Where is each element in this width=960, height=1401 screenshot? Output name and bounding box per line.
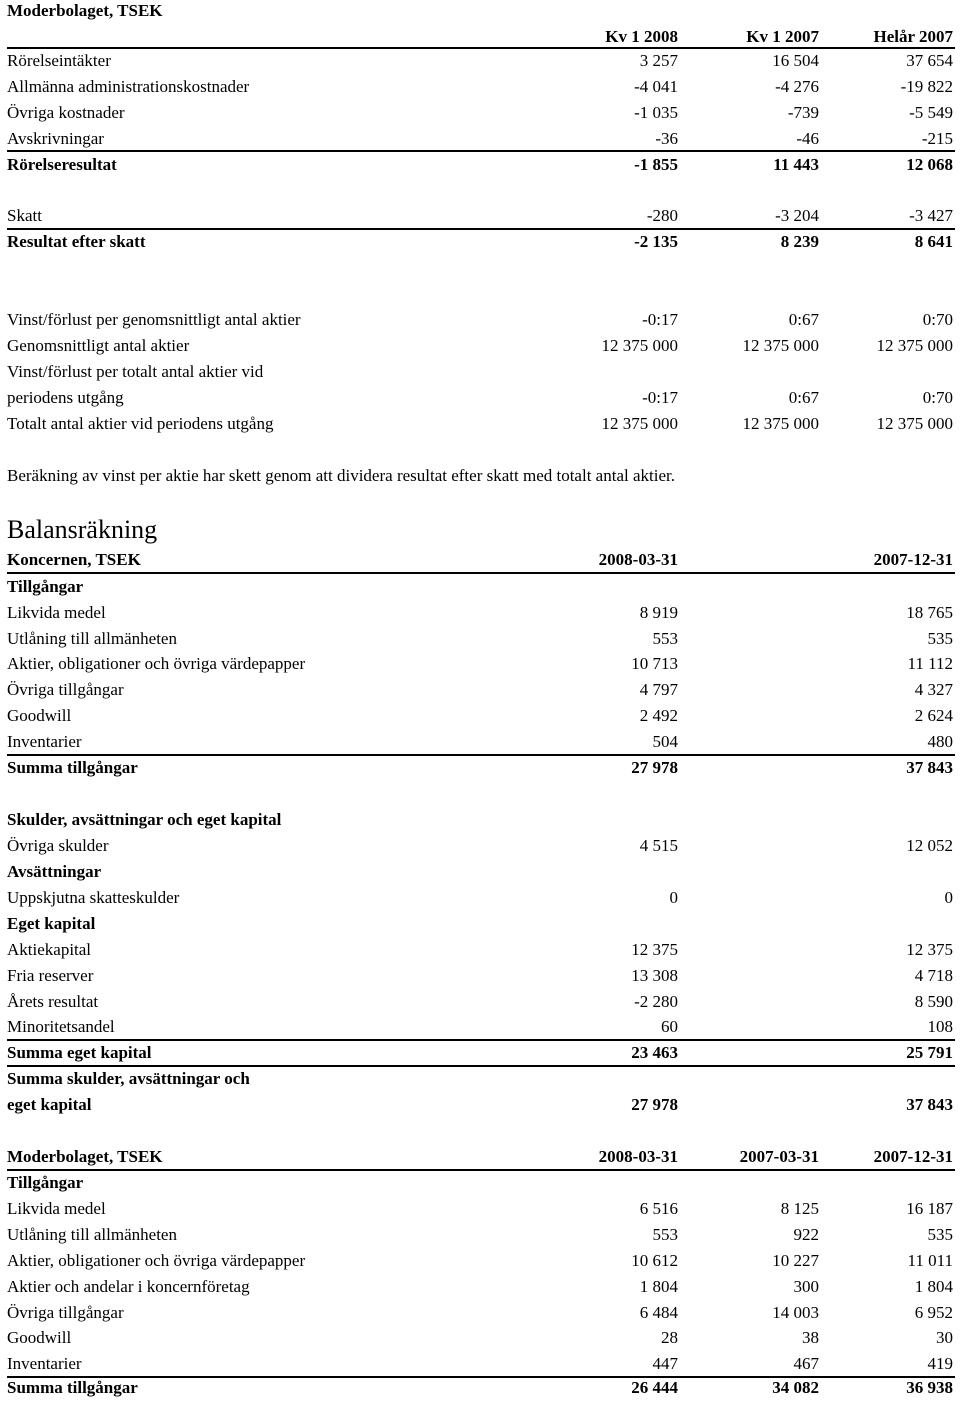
row-label: Inventarier (7, 1354, 82, 1373)
table-row (7, 74, 953, 100)
table-row (7, 626, 953, 652)
row-label: Likvida medel (7, 1199, 106, 1218)
cell: 4 718 (914, 966, 953, 985)
section-heading: Balansräkning (7, 515, 158, 544)
cell: 13 308 (631, 966, 678, 985)
row-label: Totalt antal aktier vid periodens utgång (7, 414, 274, 433)
row-label: Genomsnittligt antal aktier (7, 336, 190, 355)
row-label: Vinst/förlust per genomsnittligt antal aktier (7, 310, 301, 329)
cell: 1 804 (914, 1277, 953, 1296)
row-label: Avskrivningar (7, 129, 104, 148)
row-label: Tillgångar (7, 1173, 84, 1192)
cell: 108 (927, 1017, 953, 1036)
cell: 0:70 (922, 388, 953, 407)
row-label: Rörelseresultat (7, 155, 117, 174)
cell: 34 082 (772, 1378, 819, 1397)
cell: 16 504 (772, 51, 819, 70)
cell: 36 938 (906, 1378, 953, 1397)
table-row (7, 651, 953, 677)
row-label: Aktier, obligationer och övriga värdepapper (7, 1251, 306, 1270)
row-label: Inventarier (7, 732, 82, 751)
row-label: Goodwill (7, 706, 72, 725)
cell: 0 (944, 888, 953, 907)
cell: 2 624 (914, 706, 953, 725)
cell: -19 822 (900, 77, 953, 96)
table-row (7, 937, 953, 963)
cell: 8 125 (780, 1199, 819, 1218)
cell: 8 590 (914, 992, 953, 1011)
cell: -46 (796, 129, 819, 148)
cell: 12 375 000 (876, 414, 953, 433)
cell: 2 492 (639, 706, 678, 725)
table-row (7, 48, 953, 74)
income-title: Moderbolaget, TSEK (7, 1, 163, 20)
cell: 10 713 (631, 654, 678, 673)
row-label: Summa eget kapital (7, 1043, 152, 1062)
row-label: Uppskjutna skatteskulder (7, 888, 180, 907)
cell: 0:70 (922, 310, 953, 329)
table-row-total (7, 1092, 953, 1118)
cell: -280 (646, 206, 678, 225)
cell: -4 276 (775, 77, 819, 96)
cell: 6 952 (914, 1303, 953, 1322)
col-header: 2007-12-31 (873, 1147, 953, 1166)
cell: 419 (927, 1354, 953, 1373)
cell: 300 (793, 1277, 819, 1296)
cell: 11 112 (907, 654, 953, 673)
row-label: Aktier, obligationer och övriga värdepapper (7, 654, 306, 673)
row-label: Rörelseintäkter (7, 51, 111, 70)
cell: 12 375 000 (742, 414, 819, 433)
row-label: Eget kapital (7, 914, 96, 933)
cell: 0:67 (788, 310, 819, 329)
cell: 12 375 000 (742, 336, 819, 355)
cell: 37 843 (906, 1095, 953, 1114)
table-row (7, 203, 953, 229)
cell: 467 (793, 1354, 819, 1373)
cell: 12 052 (906, 836, 953, 855)
table-row (7, 703, 953, 729)
table-row (7, 885, 953, 911)
cell: 4 327 (914, 680, 953, 699)
col-header: 2007-03-31 (739, 1147, 819, 1166)
cell: 12 375 000 (601, 414, 678, 433)
table-row-total (7, 1376, 953, 1400)
row-label: Vinst/förlust per totalt antal aktier vid (7, 362, 264, 381)
cell: 11 443 (773, 155, 819, 174)
table-row (7, 963, 953, 989)
cell: 12 375 (631, 940, 678, 959)
table-row-total (7, 1040, 953, 1066)
col-header: 2008-03-31 (598, 1147, 678, 1166)
row-label: Minoritetsandel (7, 1017, 115, 1036)
cell: -2 135 (634, 232, 678, 251)
row-label: Summa tillgångar (7, 1378, 138, 1397)
cell: 447 (652, 1354, 678, 1373)
cell: 8 239 (780, 232, 819, 251)
table-row (7, 1222, 953, 1248)
cell: 27 978 (631, 758, 678, 777)
table-title: Moderbolaget, TSEK (7, 1147, 163, 1166)
table-row-total (7, 1066, 953, 1092)
cell: -3 427 (909, 206, 953, 225)
row-label: Likvida medel (7, 603, 106, 622)
cell: 18 765 (906, 603, 953, 622)
table-row (7, 307, 953, 333)
row-label: Övriga skulder (7, 836, 109, 855)
cell: 10 227 (772, 1251, 819, 1270)
row-label: Aktier och andelar i koncernföretag (7, 1277, 250, 1296)
row-label: Goodwill (7, 1328, 72, 1347)
cell: 504 (652, 732, 678, 751)
table-row (7, 1248, 953, 1274)
table-row (7, 333, 953, 359)
cell: 3 257 (639, 51, 678, 70)
table-row (7, 411, 953, 437)
row-label: Skatt (7, 206, 42, 225)
cell: 553 (652, 1225, 678, 1244)
cell: -215 (921, 129, 953, 148)
cell: 4 515 (639, 836, 678, 855)
cell: 11 011 (907, 1251, 953, 1270)
table-row (7, 1014, 953, 1040)
table-row (7, 600, 953, 626)
row-label: Fria reserver (7, 966, 94, 985)
cell: -4 041 (634, 77, 678, 96)
cell: 8 919 (639, 603, 678, 622)
cell: 25 791 (906, 1043, 953, 1062)
cell: 12 068 (906, 155, 953, 174)
cell: -3 204 (775, 206, 819, 225)
cell: 535 (927, 1225, 953, 1244)
table-row (7, 1300, 953, 1326)
cell: -1 855 (634, 155, 678, 174)
row-label: Summa skulder, avsättningar och (7, 1069, 250, 1088)
table-row (7, 385, 953, 411)
table-row (7, 1351, 953, 1377)
cell: -1 035 (634, 103, 678, 122)
table-row (7, 1196, 953, 1222)
cell: 6 484 (639, 1303, 678, 1322)
row-label: Övriga kostnader (7, 103, 125, 122)
cell: 12 375 000 (876, 336, 953, 355)
cell: 28 (661, 1328, 678, 1347)
eps-note: Beräkning av vinst per aktie har skett genom att dividera resultat efter skatt med totalt antal aktier. (7, 466, 675, 485)
parent-header-row (7, 1144, 953, 1170)
section-label-row (7, 807, 953, 833)
table-row (7, 677, 953, 703)
table-row (7, 1325, 953, 1351)
cell: 0 (669, 888, 678, 907)
cell: 0:67 (788, 388, 819, 407)
table-row-total (7, 152, 953, 178)
section-label-row (7, 911, 953, 937)
col-header: Helår 2007 (873, 27, 953, 46)
table-row (7, 100, 953, 126)
cell: 27 978 (631, 1095, 678, 1114)
cell: 1 804 (639, 1277, 678, 1296)
cell: 26 444 (631, 1378, 678, 1397)
section-label-row (7, 574, 953, 600)
row-label: eget kapital (7, 1095, 92, 1114)
group-header-row (7, 547, 953, 573)
cell: 8 641 (914, 232, 953, 251)
cell: -2 280 (634, 992, 678, 1011)
row-label: Avsättningar (7, 862, 102, 881)
table-row (7, 126, 953, 152)
row-label: Utlåning till allmänheten (7, 1225, 177, 1244)
cell: -739 (787, 103, 819, 122)
cell: 37 843 (906, 758, 953, 777)
table-title: Koncernen, TSEK (7, 550, 141, 569)
table-row-total (7, 755, 953, 781)
table-row (7, 833, 953, 859)
cell: 10 612 (631, 1251, 678, 1270)
table-row (7, 1274, 953, 1300)
table-row (7, 989, 953, 1015)
cell: 4 797 (639, 680, 678, 699)
row-label: periodens utgång (7, 388, 124, 407)
cell: 12 375 000 (601, 336, 678, 355)
cell: -0:17 (642, 310, 678, 329)
cell: -36 (655, 129, 678, 148)
col-header: Kv 1 2008 (605, 27, 678, 46)
cell: 553 (652, 629, 678, 648)
cell: 480 (927, 732, 953, 751)
row-label: Tillgångar (7, 577, 84, 596)
row-label: Skulder, avsättningar och eget kapital (7, 810, 282, 829)
cell: 30 (936, 1328, 953, 1347)
row-label: Resultat efter skatt (7, 232, 146, 251)
cell: 38 (802, 1328, 819, 1347)
col-header: 2007-12-31 (873, 550, 953, 569)
table-row (7, 359, 953, 385)
row-label: Övriga tillgångar (7, 680, 124, 699)
section-label-row (7, 1170, 953, 1196)
cell: 6 516 (639, 1199, 678, 1218)
cell: 37 654 (906, 51, 953, 70)
col-header: Kv 1 2007 (746, 27, 819, 46)
section-label-row (7, 859, 953, 885)
cell: 60 (661, 1017, 678, 1036)
row-label: Övriga tillgångar (7, 1303, 124, 1322)
cell: 12 375 (906, 940, 953, 959)
row-label: Allmänna administrationskostnader (7, 77, 250, 96)
cell: 16 187 (906, 1199, 953, 1218)
cell: 23 463 (631, 1043, 678, 1062)
row-label: Årets resultat (7, 992, 99, 1011)
table-row-total (7, 229, 953, 255)
table-row (7, 729, 953, 755)
col-header: 2008-03-31 (598, 550, 678, 569)
cell: -0:17 (642, 388, 678, 407)
row-label: Aktiekapital (7, 940, 92, 959)
cell: 14 003 (772, 1303, 819, 1322)
row-label: Utlåning till allmänheten (7, 629, 177, 648)
cell: 535 (927, 629, 953, 648)
row-label: Summa tillgångar (7, 758, 138, 777)
cell: 922 (793, 1225, 819, 1244)
cell: -5 549 (909, 103, 953, 122)
